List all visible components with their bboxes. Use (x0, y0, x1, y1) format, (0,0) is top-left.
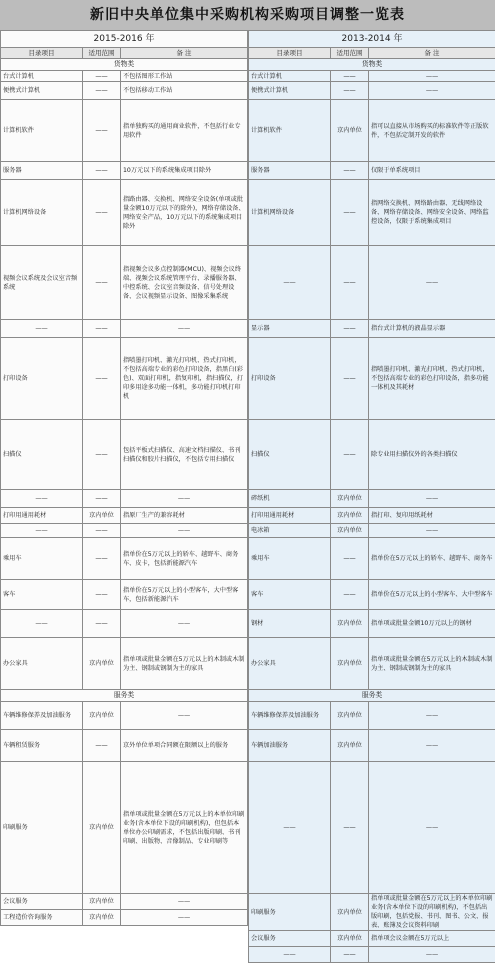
item-cell: 办公家具 (1, 638, 83, 690)
scope-cell: —— (331, 338, 369, 420)
note-cell: 指单独购买的通用商业软件，不包括行业专用软件 (121, 100, 248, 162)
scope-cell: —— (83, 610, 121, 638)
scope-cell: —— (83, 730, 121, 762)
table-row (1, 71, 248, 82)
table-row (1, 420, 248, 490)
note-cell: —— (369, 82, 495, 100)
item-cell: 印刷服务 (1, 762, 83, 894)
table-row (249, 931, 495, 947)
item-col-header: 目录项目 (1, 48, 83, 59)
note-cell: —— (369, 490, 495, 508)
table-row (1, 538, 248, 580)
note-cell: 指单价在5万元以上的小型客车、大中型客车 (369, 580, 495, 610)
table-row (1, 320, 248, 338)
table-row (1, 508, 248, 524)
note-cell: 指原厂生产的兼容耗材 (121, 508, 248, 524)
table-row (1, 246, 248, 320)
table-row (249, 82, 495, 100)
item-cell: 服务器 (249, 162, 331, 180)
item-cell: 台式计算机 (1, 71, 83, 82)
item-cell: —— (249, 246, 331, 320)
table-row (249, 338, 495, 420)
item-cell: 扫描仪 (1, 420, 83, 490)
note-cell: 不包括移动工作站 (121, 82, 248, 100)
item-cell: 计算机软件 (249, 100, 331, 162)
note-cell: —— (369, 730, 495, 762)
item-cell: 碎纸机 (249, 490, 331, 508)
period-header: 2013-2014 年 (249, 31, 495, 48)
item-cell: 电冰箱 (249, 524, 331, 538)
period-header: 2015-2016 年 (1, 31, 248, 48)
table-row (1, 338, 248, 420)
note-cell: —— (369, 71, 495, 82)
item-cell: 印刷服务 (249, 894, 331, 931)
scope-cell: —— (331, 162, 369, 180)
item-cell: 会议服务 (249, 931, 331, 947)
page-title: 新旧中央单位集中采购机构采购项目调整一览表 (0, 0, 495, 30)
scope-cell: —— (331, 762, 369, 894)
scope-cell: —— (83, 246, 121, 320)
comparison-table (0, 30, 495, 900)
table-row (1, 910, 248, 926)
note-cell: —— (369, 762, 495, 894)
scope-cell: —— (83, 162, 121, 180)
note-cell: —— (121, 610, 248, 638)
scope-cell: 京内单位 (331, 894, 369, 931)
item-cell: 计算机软件 (1, 100, 83, 162)
item-cell: —— (249, 762, 331, 894)
scope-cell: 京内单位 (331, 490, 369, 508)
table-row (1, 638, 248, 690)
group-goods: 货物类 (1, 59, 248, 71)
scope-cell: —— (331, 420, 369, 490)
note-cell: 指单项会议金额在5万元以上 (369, 931, 495, 947)
note-cell: 指喷墨打印机、激光打印机、热式打印机，不包括高端专业的彩色打印设备，指多功能一体机及其耗材 (369, 338, 495, 420)
table-row (249, 71, 495, 82)
item-cell: —— (249, 947, 331, 963)
note-cell: 指台式计算机的液晶显示器 (369, 320, 495, 338)
scope-cell: —— (331, 246, 369, 320)
item-cell: 便携式计算机 (249, 82, 331, 100)
item-cell: 乘用车 (1, 538, 83, 580)
group-goods: 货物类 (249, 59, 495, 71)
table-row (1, 730, 248, 762)
item-cell: 客车 (249, 580, 331, 610)
table-row (249, 580, 495, 610)
group-services: 服务类 (249, 690, 495, 702)
table-row (249, 246, 495, 320)
scope-cell: —— (83, 338, 121, 420)
note-cell: 指单项或批量金额10万元以上的钢材 (369, 610, 495, 638)
scope-cell: 京内单位 (331, 702, 369, 730)
scope-cell: —— (83, 420, 121, 490)
item-cell: —— (1, 490, 83, 508)
item-cell: 扫描仪 (249, 420, 331, 490)
table-row (1, 82, 248, 100)
item-cell: —— (1, 320, 83, 338)
table-row (1, 702, 248, 730)
item-cell: 显示器 (249, 320, 331, 338)
note-cell: —— (121, 524, 248, 538)
note-cell: —— (369, 246, 495, 320)
item-cell: 打印设备 (249, 338, 331, 420)
item-cell: 车辆加油服务 (249, 730, 331, 762)
scope-cell: —— (83, 71, 121, 82)
note-cell: 指单项或批量金额在5万元以上的本单位印刷业务(含本单位下设的印刷机构)，但包括本单位办公印刷需求，不包括出版印刷、书刊印刷、出版物、音像制品、专业印刷等 (121, 762, 248, 894)
scope-cell: —— (83, 180, 121, 246)
note-cell: 指单项或批量金额在5万元以上的木制或木制为主、钢制或钢制为主的家具 (121, 638, 248, 690)
scope-cell: 京内单位 (331, 100, 369, 162)
table-row (1, 762, 248, 894)
note-cell: 指可以直接从市场购买的标准软件等正版软件，不包括定制开发的软件 (369, 100, 495, 162)
note-cell: 指网络交换机、网络路由器、无线网络设备、网络存储设备、网络安全设备、网络监控设备，仅限于系统集成项目 (369, 180, 495, 246)
note-cell: —— (121, 490, 248, 508)
note-cell: 指单项或批量金额在5万元以上的木制或木制为主、钢制或钢制为主的家具 (369, 638, 495, 690)
scope-col-header: 适用范围 (83, 48, 121, 59)
note-cell: 指喷墨打印机、激光打印机、热式打印机，不包括高端专业的彩色打印设备，指黑白(彩色)、双面打印机，指复印机，指扫描仪，打印多用途多功能一体机，多功能打印机打印机 (121, 338, 248, 420)
table-row (249, 894, 495, 931)
item-cell: 乘用车 (249, 538, 331, 580)
scope-cell: —— (331, 82, 369, 100)
table-row (249, 100, 495, 162)
scope-cell: —— (83, 320, 121, 338)
note-cell: —— (369, 702, 495, 730)
item-cell: 打印设备 (1, 338, 83, 420)
scope-cell: 京内单位 (331, 508, 369, 524)
table-row (249, 162, 495, 180)
scope-cell: —— (331, 180, 369, 246)
item-cell: 计算机网络设备 (249, 180, 331, 246)
scope-cell: —— (331, 71, 369, 82)
item-cell: 钢材 (249, 610, 331, 638)
table-row (1, 524, 248, 538)
note-cell: 除专业用扫描仪外的各类扫描仪 (369, 420, 495, 490)
table-row (249, 610, 495, 638)
table-row (249, 490, 495, 508)
table-row (249, 762, 495, 894)
table-row (249, 702, 495, 730)
scope-cell: —— (331, 580, 369, 610)
note-cell: 10万元以下的系统集成项目除外 (121, 162, 248, 180)
scope-cell: 京内单位 (83, 702, 121, 730)
scope-cell: —— (331, 320, 369, 338)
note-cell: —— (369, 524, 495, 538)
scope-cell: —— (331, 947, 369, 963)
item-cell: 视频会议系统及会议室音频系统 (1, 246, 83, 320)
item-cell: 会议服务 (1, 894, 83, 910)
item-cell: 便携式计算机 (1, 82, 83, 100)
item-cell: 办公家具 (249, 638, 331, 690)
scope-cell: 京内单位 (331, 638, 369, 690)
note-cell: 指单项或批量金额在5万元以上的本单位印刷业务(含本单位下设的印刷机构)，不包括出版印刷，包括党报、书刊、图书、公文、报表、账簿及会议资料印刷 (369, 894, 495, 931)
item-cell: —— (1, 610, 83, 638)
note-cell: 指单价在5万元以上的轿车、越野车、商务车、皮卡，包括新能源汽车 (121, 538, 248, 580)
note-cell: 指路由器、交换机、网络安全设备(单项或批量金额10万元以下的除外)，网络存储设备、网络安全产品，10万元以下的系统集成项目除外 (121, 180, 248, 246)
note-cell: —— (369, 947, 495, 963)
scope-cell: 京内单位 (83, 894, 121, 910)
scope-cell: 京内单位 (83, 638, 121, 690)
item-cell: 车辆租赁服务 (1, 730, 83, 762)
scope-cell: —— (83, 524, 121, 538)
table-row (1, 180, 248, 246)
note-cell: 指单价在5万元以上的轿车、越野车、商务车 (369, 538, 495, 580)
note-cell: —— (121, 702, 248, 730)
scope-col-header: 适用范围 (331, 48, 369, 59)
table-row (249, 420, 495, 490)
note-cell: 指单价在5万元以上的小型客车，大中型客车，包括新能源汽车 (121, 580, 248, 610)
table-row (249, 508, 495, 524)
table-row (1, 100, 248, 162)
note-col-header: 备 注 (121, 48, 248, 59)
right-table (248, 30, 495, 963)
scope-cell: 京内单位 (83, 910, 121, 926)
scope-cell: 京内单位 (83, 762, 121, 894)
note-cell: —— (121, 894, 248, 910)
scope-cell: —— (83, 82, 121, 100)
item-cell: —— (1, 524, 83, 538)
table-row (1, 162, 248, 180)
note-cell: 指打印、复印用纸耗材 (369, 508, 495, 524)
note-col-header: 备 注 (369, 48, 495, 59)
item-cell: 车辆维修保养及加油服务 (249, 702, 331, 730)
note-cell: 包括平板式扫描仪、高速文档扫描仪、书刊扫描仪和胶片扫描仪，不包括专用扫描仪 (121, 420, 248, 490)
item-cell: 车辆维修保养及加油服务 (1, 702, 83, 730)
item-cell: 台式计算机 (249, 71, 331, 82)
item-cell: 工程造价咨询服务 (1, 910, 83, 926)
scope-cell: —— (331, 538, 369, 580)
table-row (1, 490, 248, 508)
scope-cell: 京内单位 (331, 610, 369, 638)
note-cell: 指视频会议多点控制器(MCU)、视频会议终端、视频会议系统管理平台、录播服务器、中控系统、会议室音频设备、信号处理设备、会议视频显示设备、图像采集系统 (121, 246, 248, 320)
group-services: 服务类 (1, 690, 248, 702)
table-row (1, 580, 248, 610)
item-cell: 打印用通用耗材 (249, 508, 331, 524)
table-row (249, 320, 495, 338)
scope-cell: —— (83, 538, 121, 580)
note-cell: 仅限于单系统项目 (369, 162, 495, 180)
table-row (249, 524, 495, 538)
scope-cell: 京内单位 (83, 508, 121, 524)
item-cell: 服务器 (1, 162, 83, 180)
scope-cell: 京内单位 (331, 524, 369, 538)
scope-cell: 京内单位 (331, 730, 369, 762)
left-table (0, 30, 248, 926)
scope-cell: —— (83, 100, 121, 162)
scope-cell: —— (83, 490, 121, 508)
scope-cell: 京内单位 (331, 931, 369, 947)
table-row (249, 180, 495, 246)
note-cell: —— (121, 910, 248, 926)
table-row (249, 730, 495, 762)
item-cell: 打印用通用耗材 (1, 508, 83, 524)
note-cell: 京外单位单项合同额在限额以上的服务 (121, 730, 248, 762)
item-cell: 客车 (1, 580, 83, 610)
note-cell: 不包括图形工作站 (121, 71, 248, 82)
scope-cell: —— (83, 580, 121, 610)
table-row (1, 610, 248, 638)
note-cell: —— (121, 320, 248, 338)
table-row (249, 538, 495, 580)
table-row (249, 947, 495, 963)
table-row (249, 638, 495, 690)
item-cell: 计算机网络设备 (1, 180, 83, 246)
item-col-header: 目录项目 (249, 48, 331, 59)
table-row (1, 894, 248, 910)
